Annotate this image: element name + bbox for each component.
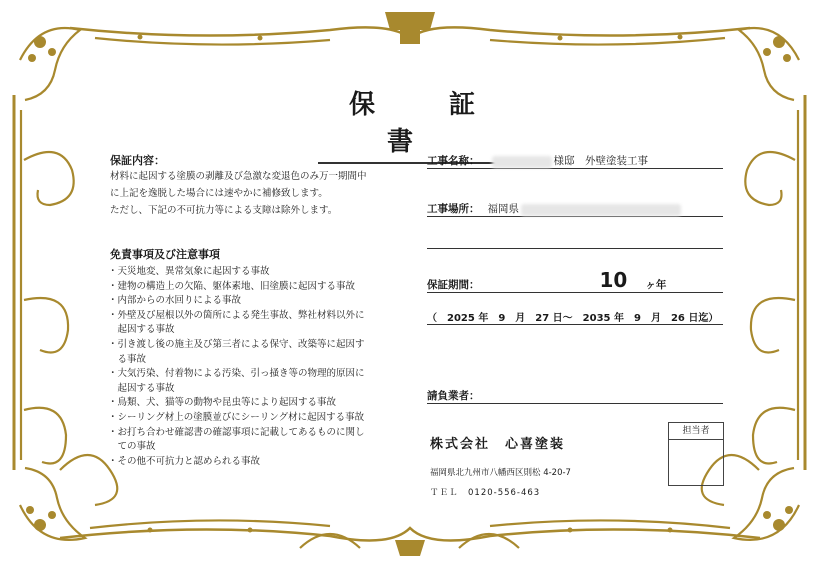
list-item: ・天災地変、異常気象に起因する事故: [108, 266, 270, 277]
list-item: ・シーリング材上の塗膜並びにシーリング材に起因する事故: [108, 411, 365, 423]
period-label: 保証期間：: [427, 279, 480, 291]
list-item: ・建物の構造上の欠陥、躯体素地、旧塗膜に起因する事故: [108, 280, 356, 292]
list-item: ・その他不可抗力と認められる事故: [108, 455, 261, 467]
stamp-box-label: 担当者: [669, 423, 723, 440]
period-range-row: [427, 306, 723, 325]
work-site-label: 工事場所：: [427, 203, 480, 215]
period-number: 10: [599, 268, 628, 292]
guarantee-content-heading: 保証内容：: [110, 154, 165, 167]
company-address: 福岡県北九州市八幡西区則松 4-20-7: [430, 468, 571, 478]
guarantee-content-text: [110, 168, 410, 219]
list-item: ・内部からの水回りによる事故: [108, 295, 242, 307]
work-site-row: [427, 198, 723, 217]
blank-line-row: [427, 230, 723, 249]
list-item: ・鳥類、犬、猫等の動物や昆虫等により起因する事故: [108, 397, 337, 409]
guarantee-line: に上記を逸脱した場合には速やかに補修致します。: [110, 188, 328, 199]
work-name-label: 工事名称：: [427, 155, 480, 167]
list-item: ・お打ち合わせ確認書の確認事項に記載してあるものに関し: [108, 426, 365, 438]
list-item: ・引き渡し後の施主及び第三者による保守、改築等に起因す: [108, 338, 365, 350]
company-name: 株式会社 心喜塗装: [430, 437, 566, 452]
period-unit: ヶ年: [645, 279, 667, 291]
disclaimer-heading: 免責事項及び注意事項: [110, 248, 220, 261]
stamp-box: [668, 422, 724, 486]
disclaimer-list: [108, 265, 413, 469]
work-name-row: [427, 150, 723, 169]
company-tel: ＴＥＬ 0120-556-463: [430, 488, 541, 498]
list-item: 起因する事故: [108, 382, 175, 394]
work-site-value: 福岡県: [487, 203, 519, 215]
list-item: ・外壁及び屋根以外の箇所による発生事故、弊社材料以外に: [108, 309, 365, 321]
document-title: 保 証 書: [318, 84, 506, 164]
contractor-row: [427, 385, 723, 404]
list-item: ・大気汚染、付着物による汚染、引っ掻き等の物理的原因に: [108, 368, 365, 380]
list-item: ての事故: [108, 441, 156, 453]
list-item: 起因する事故: [108, 324, 175, 336]
work-name-value: 様邸 外壁塗装工事: [553, 155, 648, 167]
list-item: る事故: [108, 353, 147, 365]
redacted-name: [492, 156, 552, 168]
redacted-address: [521, 204, 681, 216]
period-row: [427, 268, 723, 293]
period-range: （ 2025 年 9 月 27 日～ 2035 年 9 月 26 日迄）: [427, 313, 719, 324]
guarantee-line: ただし、下記の不可抗力等による支障は除外します。: [110, 205, 338, 216]
contractor-label: 請負業者：: [427, 390, 480, 402]
guarantee-line: 材料に起因する塗膜の剥離及び急激な変退色のみ万一期間中: [110, 171, 367, 182]
